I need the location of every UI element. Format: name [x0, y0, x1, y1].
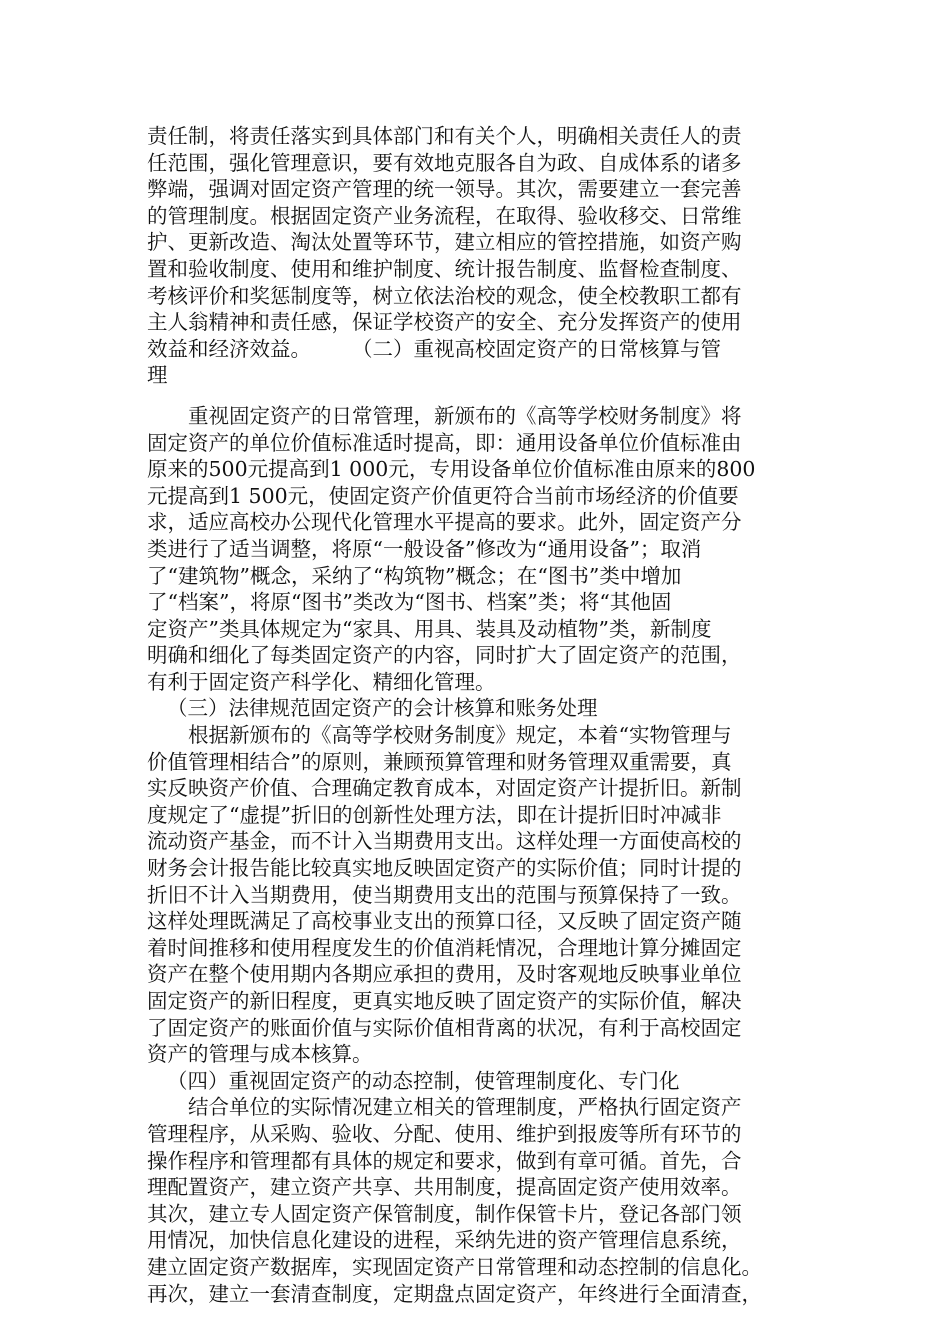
text-line: 价值管理相结合”的原则，兼顾预算管理和财务管理双重需要，真	[147, 749, 732, 774]
text-line: 任范围，强化管理意识，要有效地克服各自为政、自成体系的诸多	[147, 150, 742, 175]
text-line: 责任制，将责任落实到具体部门和有关个人，明确相关责任人的责	[147, 124, 742, 148]
text-line: 求，适应高校办公现代化管理水平提高的要求。此外，固定资产分	[147, 510, 742, 535]
text-line: 固定资产的新旧程度，更真实地反映了固定资产的实际价值，解决	[147, 989, 742, 1013]
text-line: 明确和细化了每类固定资产的内容，同时扩大了固定资产的范围，	[147, 643, 742, 668]
text-line: 效益和经济效益。 （二）重视高校固定资产的日常核算与管	[147, 336, 721, 361]
text-line: 了固定资产的账面价值与实际价值相背离的状况，有利于高校固定	[147, 1015, 742, 1040]
text-line: 建立固定资产数据库，实现固定资产日常管理和动态控制的信息化。	[147, 1254, 762, 1279]
text-line: 资产的管理与成本核算。	[147, 1042, 373, 1067]
text-line: 理配置资产，建立资产共享、共用制度，提高固定资产使用效率。	[147, 1175, 742, 1200]
text-line: 元提高到1 500元，使固定资产价值更符合当前市场经济的价值要	[147, 483, 739, 508]
text-line: 资产在整个使用期内各期应承担的费用，及时客观地反映事业单位	[147, 962, 742, 987]
text-line: 实反映资产价值、合理确定教育成本，对固定资产计提折旧。新制	[147, 776, 742, 801]
text-line: 主人翁精神和责任感，保证学校资产的安全、充分发挥资产的使用	[147, 310, 742, 335]
text-line: 操作程序和管理都有具体的规定和要求，做到有章可循。首先，合	[147, 1148, 742, 1173]
text-line: 管理程序，从采购、验收、分配、使用、维护到报废等所有环节的	[147, 1121, 742, 1146]
text-line: 再次，建立一套清查制度，定期盘点固定资产，年终进行全面清查，	[147, 1281, 762, 1306]
text-line: 考核评价和奖惩制度等，树立依法治校的观念，使全校教职工都有	[147, 283, 742, 308]
text-line: 度规定了“虚提”折旧的创新性处理方法，即在计提折旧时冲减非	[147, 802, 722, 827]
text-line: 理	[147, 363, 168, 388]
body-text	[147, 123, 807, 1307]
text-line: 原来的500元提高到1 000元，专用设备单位价值标准由原来的800	[147, 457, 756, 482]
text-line: 了“建筑物”概念，采纳了“构筑物”概念；在“图书”类中增加	[147, 563, 682, 588]
text-line: 结合单位的实际情况建立相关的管理制度，严格执行固定资产	[188, 1095, 742, 1120]
text-line: 重视固定资产的日常管理，新颁布的《高等学校财务制度》将	[188, 403, 742, 428]
text-line: 有利于固定资产科学化、精细化管理。	[147, 669, 496, 694]
text-line: 定资产”类具体规定为“家具、用具、装具及动植物”类，新制度	[147, 616, 712, 641]
text-line: 其次，建立专人固定资产保管制度，制作保管卡片，登记各部门领	[147, 1201, 742, 1226]
paragraph-gap	[147, 389, 807, 403]
text-line: 用情况，加快信息化建设的进程，采纳先进的资产管理信息系统，	[147, 1228, 742, 1253]
text-line: 置和验收制度、使用和维护制度、统计报告制度、监督检查制度、	[147, 256, 742, 281]
text-line: 了“档案”，将原“图书”类改为“图书、档案”类；将“其他固	[147, 590, 672, 615]
text-line: 流动资产基金，而不计入当期费用支出。这样处理一方面使高校的	[147, 829, 742, 854]
text-line: 的管理制度。根据固定资产业务流程，在取得、验收移交、日常维	[147, 203, 742, 228]
text-line: 护、更新改造、淘汰处置等环节，建立相应的管控措施，如资产购	[147, 230, 742, 255]
text-line: 这样处理既满足了高校事业支出的预算口径，又反映了固定资产随	[147, 909, 742, 934]
text-line: 折旧不计入当期费用，使当期费用支出的范围与预算保持了一致。	[147, 882, 742, 907]
text-line: 固定资产的单位价值标准适时提高，即：通用设备单位价值标准由	[147, 430, 742, 455]
text-line: 类进行了适当调整，将原“一般设备”修改为“通用设备”；取消	[147, 536, 702, 561]
text-line: 着时间推移和使用程度发生的价值消耗情况，合理地计算分摊固定	[147, 935, 742, 960]
text-line: 财务会计报告能比较真实地反映固定资产的实际价值；同时计提的	[147, 856, 742, 881]
section-heading: （三）法律规范固定资产的会计核算和账务处理	[167, 696, 598, 721]
text-line: 弊端，强调对固定资产管理的统一领导。其次，需要建立一套完善	[147, 177, 742, 202]
section-heading: （四）重视固定资产的动态控制，使管理制度化、专门化	[167, 1068, 680, 1093]
text-line: 根据新颁布的《高等学校财务制度》规定，本着“实物管理与	[188, 723, 732, 748]
